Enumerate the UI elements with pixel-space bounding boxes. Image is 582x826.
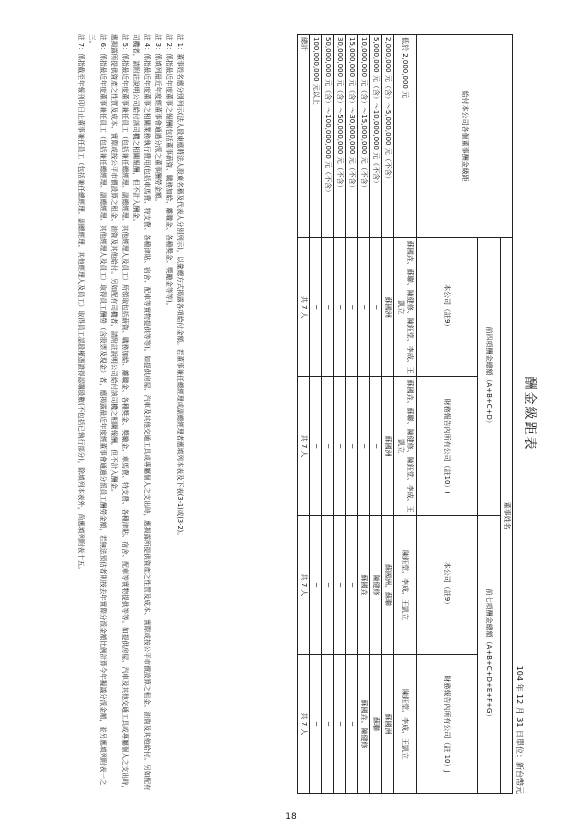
table-row <box>382 35 394 794</box>
names-cell: 共 7 人 <box>298 516 310 655</box>
names-cell: 蘇國洲、蘇聯 <box>382 516 394 655</box>
names-cell: ─ <box>334 377 346 516</box>
names-cell: ─ <box>310 516 322 655</box>
names-cell: 蘇國垚 <box>358 516 370 655</box>
names-cell: ─ <box>322 377 334 516</box>
names-cell: ─ <box>310 654 322 793</box>
note-6: 註 6：係指最近年度董事兼任員工（包括兼任總經理、副總經理、其他經理人及員工）取得員工酬勞（含股票及現金）者，應揭露最近年度經董事會通過分派員工酬勞金額，若無法預估者則按去年實際分派金額比例計算今年擬議分派金額，並另應填列附表一之三。 <box>88 34 107 786</box>
abcd-header: 前四項酬金總額（A+B+C+D） <box>478 238 501 516</box>
table-row <box>358 35 370 794</box>
names-cell: 蘇國洲 <box>382 238 394 377</box>
company-header-1: 本公司（註9） <box>417 238 478 377</box>
table-row <box>394 35 417 794</box>
page-title: 酬金級距表 <box>522 376 537 452</box>
names-cell: ─ <box>310 377 322 516</box>
names-cell: 共 7 人 <box>298 377 310 516</box>
consol-header-2: 財務報告內所有公司（註 10）J <box>417 654 478 793</box>
table-row <box>298 35 310 794</box>
names-cell: 蘇國垚、蘇聯、陳健修、陳鈺堂、李成、王凱立 <box>394 238 417 377</box>
table-row <box>310 35 322 794</box>
company-header-2: 本公司（註9） <box>417 516 478 655</box>
bracket-label: 100,000,000 元以上 <box>310 35 322 238</box>
table-row <box>322 35 334 794</box>
names-cell: ─ <box>358 377 370 516</box>
bracket-label: 低於 2,000,000 元 <box>394 35 417 238</box>
names-cell: 蘇聯 <box>370 654 382 793</box>
names-cell: 陳鈺堂、李成、王凱立 <box>394 516 417 655</box>
bracket-label: 10,000,000 元（含）～15,000,000 元（不含） <box>358 35 370 238</box>
table-row <box>334 35 346 794</box>
bracket-label: 50,000,000 元（含）～100,000,000 元（不含） <box>322 35 334 238</box>
names-cell: ─ <box>322 654 334 793</box>
consol-header-1: 財務報告內所有公司（註10）I <box>417 377 478 516</box>
table-row <box>346 35 358 794</box>
names-cell: ─ <box>346 516 358 655</box>
unit-label: 104 年 12 月 31 日單位：新台幣元 <box>515 665 524 794</box>
names-cell: ─ <box>346 238 358 377</box>
note-5: 註 5：係指最近年度董事兼任員工（包括兼任總經理、副總經理、其他經理人及員工）所領取包括薪資、職務加給、離職金、各種獎金、獎勵金、車馬費、特支費、各種津貼、宿舍、配車等實物提供等等。如提供房屋、汽車及其他交通工具或專屬個人之支出時，應揭露所提供資產之性質及成本、實際或按公平市價設算之租金、油資及其他給付。另如配有司機者，請附註說明公司給付該司機之相關報酬，但不計入酬金。 <box>110 34 129 792</box>
names-cell: ─ <box>346 654 358 793</box>
note-4: 註 4：係指最近年度董事之相關業務執行費用(包括車馬費、特支費、各種津貼、宿舍、配車等實物提供等等)。如提供房屋、汽車及其他交通工具或專屬個人之支出時，應揭露所提供資產之性質及成本、實際或按公平市價設算之租金、油資及其他給付。另如配有司機者，請附註說明公司給付該司機之相關報酬，但不計入酬金。 <box>132 34 151 791</box>
names-cell: 共 7 人 <box>298 654 310 793</box>
names-cell: 蘇國洲 <box>382 654 394 793</box>
names-cell: 蘇國洲 <box>382 377 394 516</box>
names-cell: ─ <box>358 238 370 377</box>
names-cell: ─ <box>334 654 346 793</box>
names-cell: 蘇國垚、陳健修 <box>358 654 370 793</box>
directors-header: 董事姓名 <box>501 238 513 794</box>
names-cell: ─ <box>334 516 346 655</box>
note-3: 註 3：係填列最近年度經董事會通過分派之董事酬勞金額。 <box>154 34 162 206</box>
footnotes <box>75 34 185 794</box>
names-cell: 蘇國垚、蘇聯、陳健修、陳鈺堂、李成、王凱立 <box>394 377 417 516</box>
names-cell: 共 7 人 <box>298 238 310 377</box>
note-7: 註 7：係指截至年報刊印日止董事兼任員工（包括兼任總經理、副總經理、其他經理人及員工）取得員工認股權憑證得認購股數(不包括已執行部分)，除填列本表外，尚應填列附表十五。 <box>77 34 85 573</box>
abcdefg-header: 前七項酬金總額（A+B+C+D+E+F+G） <box>478 516 501 794</box>
bracket-label: 5,000,000 元（含）～10,000,000 元（不含） <box>370 35 382 238</box>
table-row <box>370 35 382 794</box>
note-1: 註 1：董事姓名應分別列示(法人股東應將法人股東名稱及代表人分別列示)，以彙總方式揭露各項給付金額。若董事兼任總經理或副總經理者應填列本表及下表(3-1)或(3-2)。 <box>176 34 184 539</box>
bracket-label: 總計 <box>298 35 310 238</box>
compensation-table <box>297 34 513 794</box>
bracket-label: 15,000,000 元（含）～30,000,000 元（不含） <box>346 35 358 238</box>
bracket-label: 2,000,000 元（含）～5,000,000 元（不含） <box>382 35 394 238</box>
rotated-page <box>25 34 545 794</box>
names-cell: ─ <box>370 238 382 377</box>
names-cell: ─ <box>370 377 382 516</box>
bracket-label: 30,000,000 元（含）～50,000,000 元（不含） <box>334 35 346 238</box>
names-cell: 陳鈺堂、李成、王凱立 <box>394 654 417 793</box>
page-number: 18 <box>285 812 297 822</box>
names-cell: ─ <box>334 238 346 377</box>
names-cell: ─ <box>310 238 322 377</box>
note-2: 註 2：係指最近年度董事之報酬(包括董事薪資、職務加給、離職金、各種獎金、獎勵金等等)。 <box>165 34 173 310</box>
names-cell: ─ <box>322 238 334 377</box>
names-cell: ─ <box>322 516 334 655</box>
bracket-header: 給付本公司各個董事酬金級距 <box>417 35 513 238</box>
names-cell: ─ <box>346 377 358 516</box>
names-cell: 陳健修 <box>370 516 382 655</box>
